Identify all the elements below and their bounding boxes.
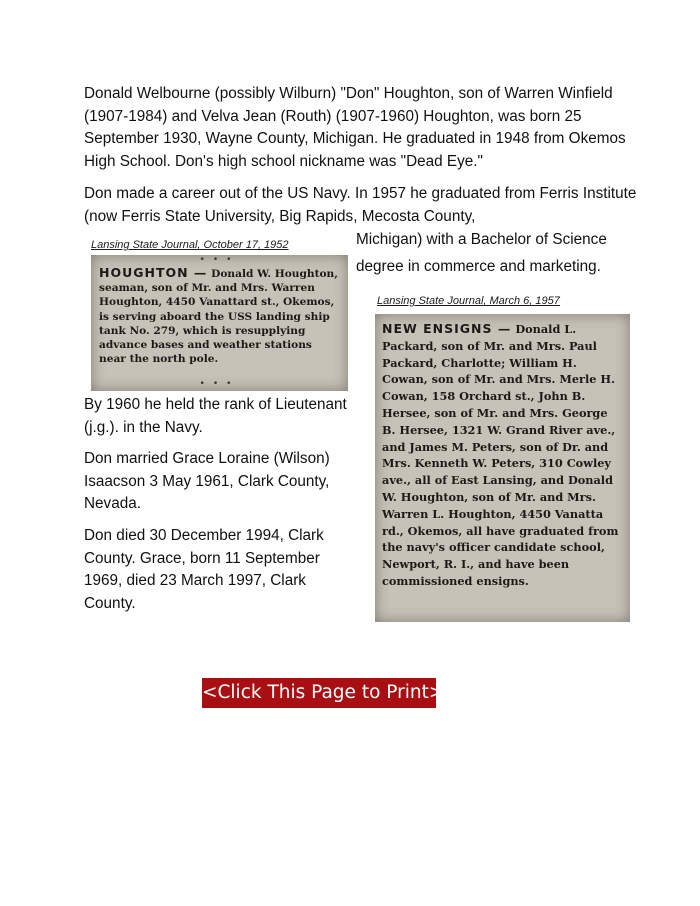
navy-paragraph-cont: Michigan) with a Bachelor of Science xyxy=(356,231,607,248)
rank-paragraph: By 1960 he held the rank of Lieutenant (j.g.). in the Navy. xyxy=(84,396,347,436)
navy-paragraph-start: Don made a career out of the US Navy. In 1957 he graduated from Ferris Institute (now Ferris State University, Big Rapids, Mecosta County, xyxy=(84,185,637,225)
intro-paragraph: Donald Welbourne (possibly Wilburn) "Don" Houghton, son of Warren Winfield (1907-1984) and Velva Jean (Routh) (1907-1960) Houghton, was born 25 September 1930, Wayne County, Michigan. He graduated in 1948 from Okemos High School. Don's high school nickname was "Dead Eye." xyxy=(84,85,626,170)
death-paragraph: Don died 30 December 1994, Clark County. Grace, born 11 September 1969, died 23 March 1997, Clark County. xyxy=(84,527,324,612)
newspaper-clipping-1957 xyxy=(375,314,630,622)
clip1-body: Donald W. Houghton, seaman, son of Mr. and Mrs. Warren Houghton, 4450 Vanattard st., Okemos, is serving aboard the USS landing ship tank No. 279, which is resupplying advance bases and weather stations near the north pole. xyxy=(99,268,338,366)
clip1-heading: HOUGHTON — xyxy=(99,265,208,280)
clip1-caption: Lansing State Journal, October 17, 1952 xyxy=(91,239,289,251)
clip2-caption: Lansing State Journal, March 6, 1957 xyxy=(377,295,560,307)
marriage-paragraph: Don married Grace Loraine (Wilson) Isaacson 3 May 1961, Clark County, Nevada. xyxy=(84,450,330,512)
navy-paragraph-end: degree in commerce and marketing. xyxy=(356,258,601,275)
clip1-top-dots: ••• xyxy=(199,255,240,265)
clip2-body: Donald L. Packard, son of Mr. and Mrs. Paul Packard, Charlotte; William H. Cowan, son of Mr. and Mrs. Merle H. Cowan, 158 Orchard st., John B. Hersee, son of Mr. and Mrs. George B. Hersee, 1321 W. Grand River ave., and James M. Peters, son of Dr. and Mrs. Kenneth W. Peters, 310 Cowley ave., all of East Lansing, and Donald W. Houghton, son of Mr. and Mrs. Warren L. Houghton, 4450 Vanatta rd., Okemos, all have graduated from the navy's officer candidate school, Newport, R. I., and have been commissioned ensigns. xyxy=(382,322,619,588)
newspaper-clipping-1952 xyxy=(91,255,348,391)
clip2-heading: NEW ENSIGNS — xyxy=(382,321,512,336)
clip2-text xyxy=(382,321,624,590)
clip1-text xyxy=(99,266,341,366)
clip1-bottom-dots: ••• xyxy=(199,379,240,389)
print-button[interactable]: <Click This Page to Print> xyxy=(202,678,436,708)
